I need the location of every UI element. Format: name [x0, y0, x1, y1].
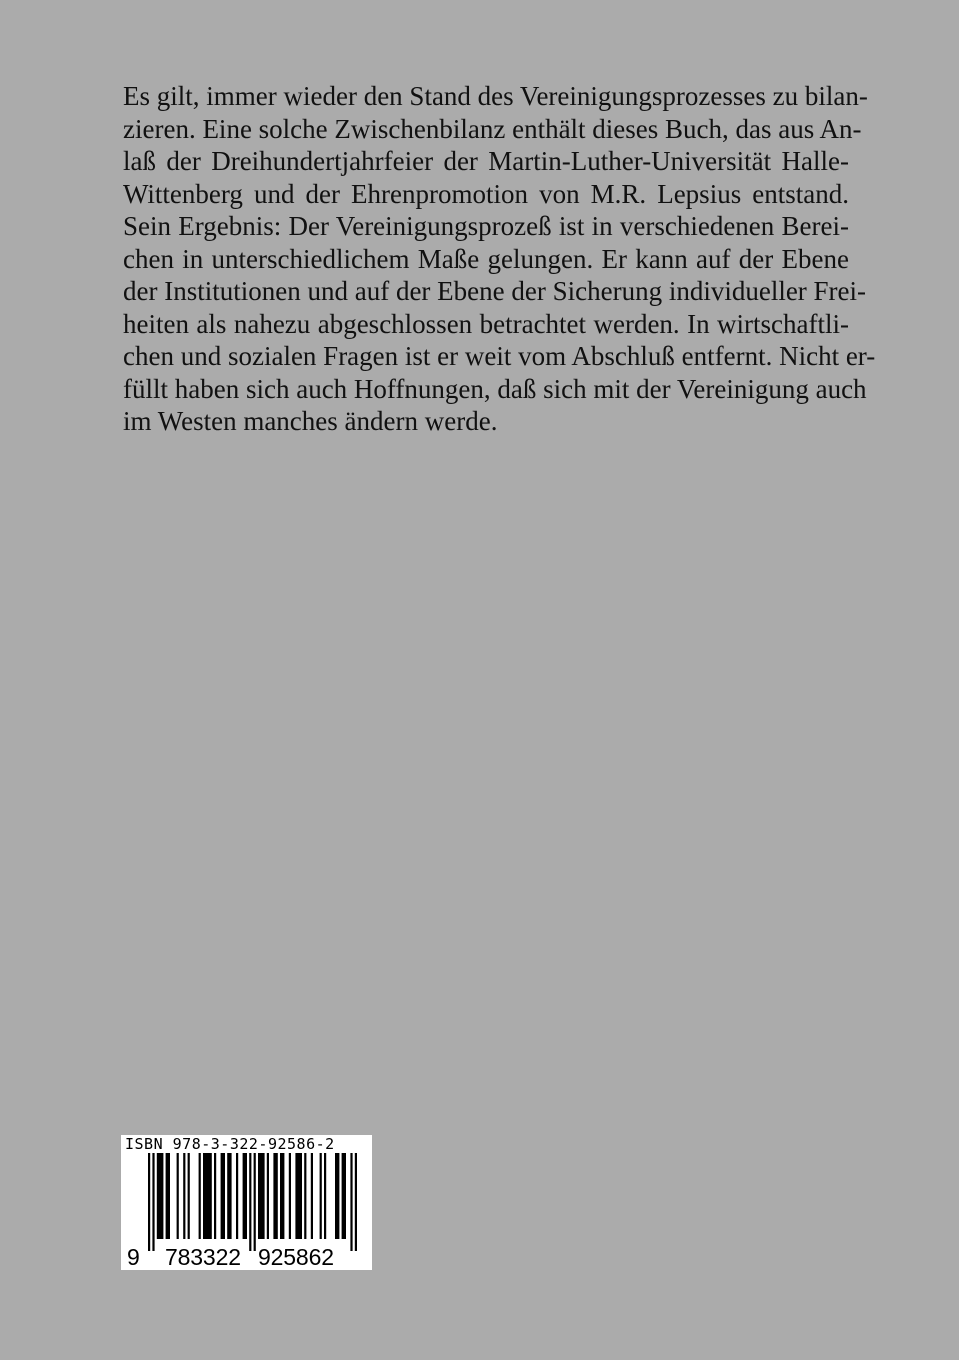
- barcode-bar: [188, 1153, 190, 1239]
- barcode-bar: [203, 1153, 212, 1239]
- blurb-line: chen und sozialen Fragen ist er weit vom Abschluß entfernt. Nicht er-: [123, 341, 876, 371]
- barcode-bar: [273, 1153, 277, 1239]
- blurb-line: laß der Dreihundertjahrfeier der Martin-Luther-Universität Halle-: [123, 146, 849, 176]
- barcode-guard-bar: [148, 1153, 150, 1251]
- barcode-bars: [148, 1153, 357, 1251]
- barcode-bar: [295, 1153, 302, 1239]
- barcode-bar: [280, 1153, 284, 1239]
- barcode-guard-bar: [355, 1153, 357, 1251]
- ean-right-digits: 925862: [258, 1244, 334, 1270]
- barcode-bar: [166, 1153, 170, 1239]
- barcode-bar: [289, 1153, 291, 1239]
- barcode-bar: [267, 1153, 269, 1239]
- isbn-barcode: [121, 1135, 372, 1270]
- barcode-bar: [227, 1153, 231, 1239]
- ean-left-digits: 783322: [165, 1244, 241, 1270]
- barcode-guard-bar: [254, 1153, 256, 1251]
- blurb-line: der Institutionen und auf der Ebene der Sicherung individueller Frei-: [123, 276, 867, 306]
- barcode-bar: [342, 1153, 346, 1239]
- barcode-bar: [304, 1153, 306, 1239]
- barcode-guard-bar: [152, 1153, 154, 1251]
- blurb-line: chen in unterschiedlichem Maße gelungen. Er kann auf der Ebene: [123, 243, 849, 274]
- blurb-line: Es gilt, immer wieder den Stand des Vereinigungsprozesses zu bilan-: [123, 81, 868, 111]
- barcode-bar: [243, 1153, 247, 1239]
- barcode-bar: [324, 1153, 326, 1239]
- blurb-line: im Westen manches ändern werde.: [123, 406, 498, 436]
- barcode-bar: [221, 1153, 225, 1239]
- barcode-graphic: [121, 1135, 372, 1270]
- back-cover-blurb: [123, 80, 876, 438]
- barcode-bar: [335, 1153, 339, 1239]
- blurb-line: Sein Ergebnis: Der Vereinigungsprozeß ist in verschiedenen Berei-: [123, 211, 849, 241]
- blurb-line: zieren. Eine solche Zwischenbilanz enthält dieses Buch, das aus An-: [123, 113, 862, 144]
- barcode-bar: [183, 1153, 185, 1239]
- blurb-line: heiten als nahezu abgeschlossen betrachtet werden. In wirtschaftli-: [123, 308, 849, 339]
- barcode-bar: [199, 1153, 201, 1239]
- barcode-bar: [311, 1153, 313, 1239]
- blurb-line: füllt haben sich auch Hoffnungen, daß sich mit der Vereinigung auch: [123, 373, 867, 404]
- barcode-bar: [258, 1153, 265, 1239]
- barcode-bar: [236, 1153, 238, 1239]
- barcode-guard-bar: [350, 1153, 352, 1251]
- barcode-bar: [214, 1153, 216, 1239]
- barcode-bar: [157, 1153, 164, 1239]
- ean-first-digit: 9: [127, 1244, 140, 1270]
- barcode-bar: [177, 1153, 179, 1239]
- blurb-line: Wittenberg und der Ehrenpromotion von M.R. Lepsius entstand.: [123, 178, 849, 209]
- barcode-guard-bar: [249, 1153, 251, 1251]
- isbn-label: ISBN 978-3-322-92586-2: [125, 1135, 335, 1153]
- barcode-bar: [320, 1153, 322, 1239]
